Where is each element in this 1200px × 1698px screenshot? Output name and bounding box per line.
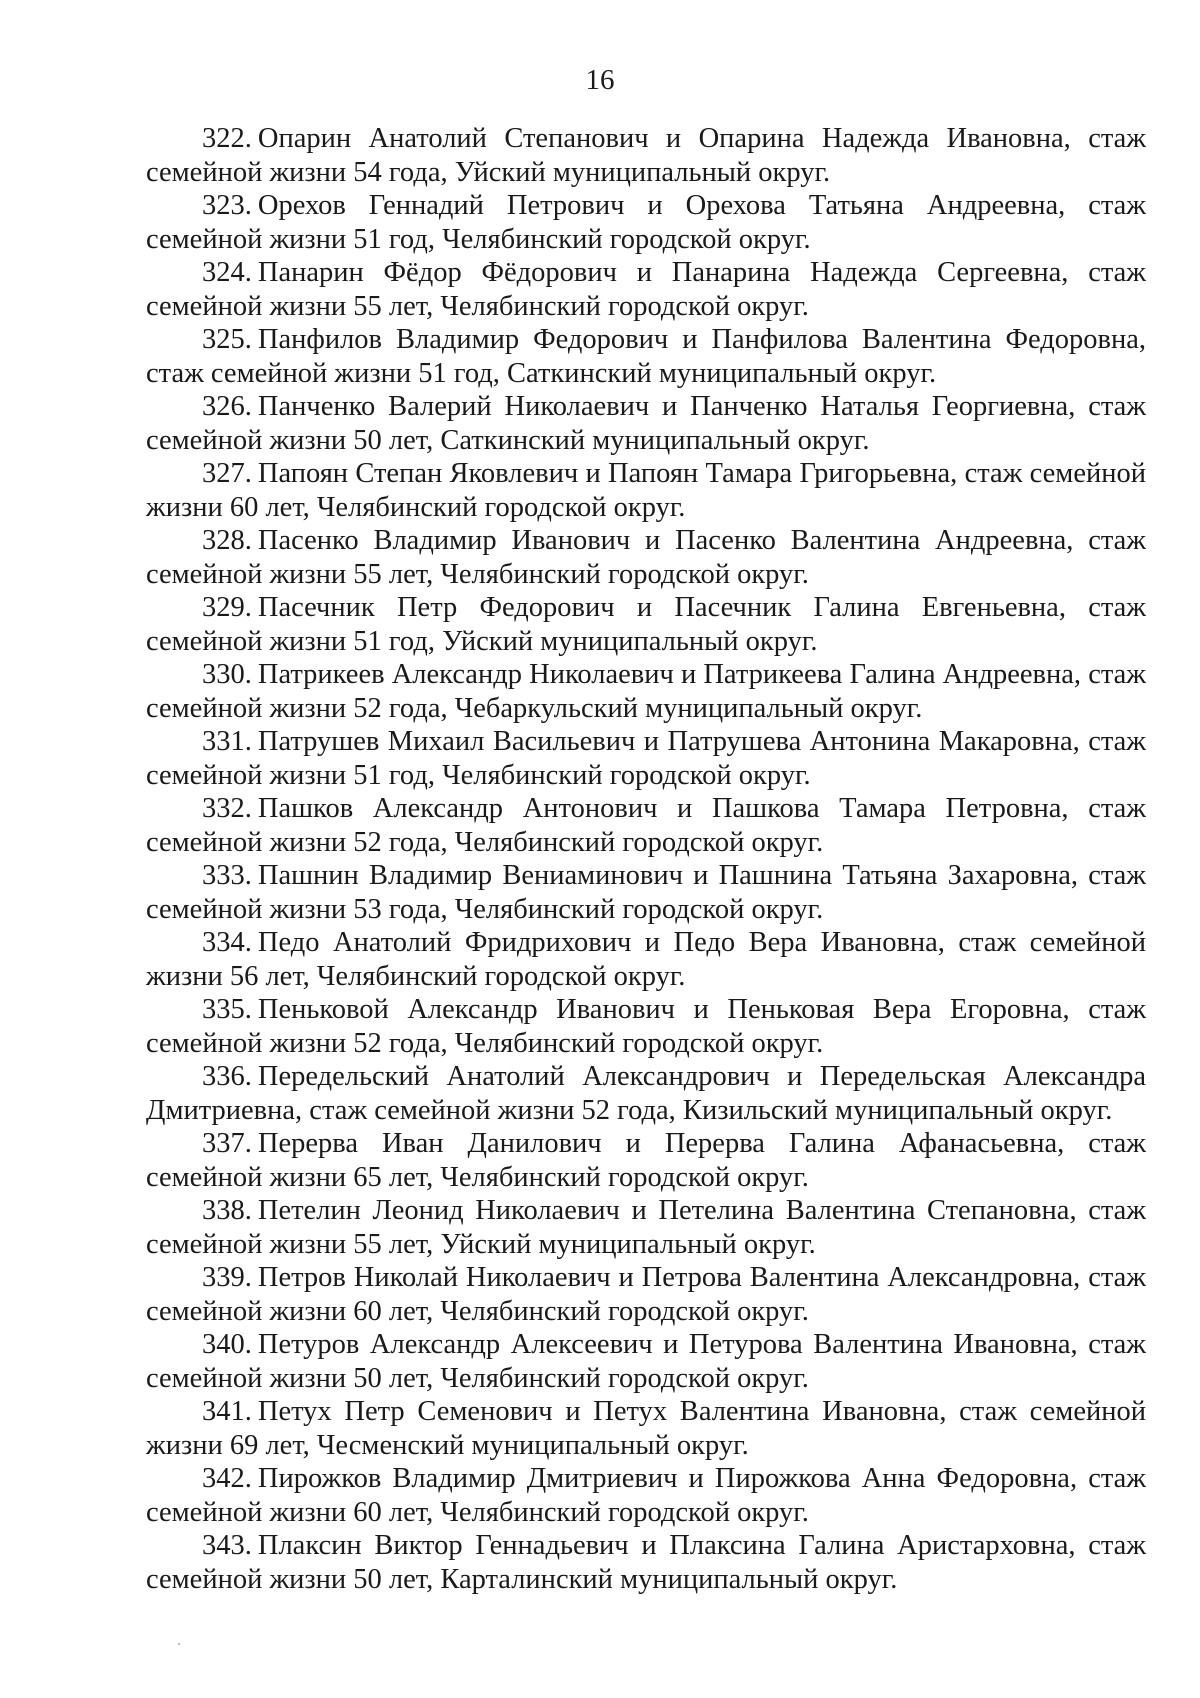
- list-item: [146, 390, 1146, 457]
- item-text: Папоян Степан Яковлевич и Папоян Тамара Григорьевна, стаж семейной жизни 60 лет, Челябинский городской округ.: [146, 458, 1146, 523]
- item-text: Пеньковой Александр Иванович и Пеньковая Вера Егоровна, стаж семейной жизни 52 года, Челябинский городской округ.: [146, 994, 1146, 1059]
- item-number: 329.: [202, 592, 252, 623]
- item-number: 327.: [202, 458, 252, 489]
- item-number: 328.: [202, 525, 252, 556]
- item-number: 332.: [202, 793, 252, 824]
- list-item: [146, 1060, 1146, 1127]
- list-item: [146, 323, 1146, 390]
- list-item: [146, 189, 1146, 256]
- item-number: 325.: [202, 324, 252, 355]
- item-text: Пашков Александр Антонович и Пашкова Тамара Петровна, стаж семейной жизни 52 года, Челябинский городской округ.: [146, 793, 1146, 858]
- item-text: Орехов Геннадий Петрович и Орехова Татьяна Андреевна, стаж семейной жизни 51 год, Челябинский городской округ.: [146, 190, 1146, 255]
- item-text: Патрушев Михаил Васильевич и Патрушева Антонина Макаровна, стаж семейной жизни 51 год, Челябинский городской округ.: [146, 726, 1146, 791]
- item-number: 330.: [202, 659, 252, 690]
- list-item: [146, 658, 1146, 725]
- item-text: Петуров Александр Алексеевич и Петурова Валентина Ивановна, стаж семейной жизни 50 лет, Челябинский городской округ.: [146, 1329, 1146, 1394]
- list-item: [146, 122, 1146, 189]
- list-item: [146, 1462, 1146, 1529]
- item-text: Опарин Анатолий Степанович и Опарина Надежда Ивановна, стаж семейной жизни 54 года, Уйский муниципальный округ.: [146, 123, 1146, 188]
- list-item: [146, 1127, 1146, 1194]
- list-item: [146, 792, 1146, 859]
- list-item: [146, 1395, 1146, 1462]
- list-item: [146, 725, 1146, 792]
- item-text: Панарин Фёдор Фёдорович и Панарина Надежда Сергеевна, стаж семейной жизни 55 лет, Челябинский городской округ.: [146, 257, 1146, 322]
- item-number: 331.: [202, 726, 252, 757]
- list-item: [146, 1261, 1146, 1328]
- item-text: Панченко Валерий Николаевич и Панченко Наталья Георгиевна, стаж семейной жизни 50 лет, Саткинский муниципальный округ.: [146, 391, 1146, 456]
- list-item: [146, 993, 1146, 1060]
- list-item: [146, 524, 1146, 591]
- item-number: 324.: [202, 257, 252, 288]
- item-number: 342.: [202, 1463, 252, 1494]
- item-number: 338.: [202, 1195, 252, 1226]
- list-item: [146, 457, 1146, 524]
- item-text: Пашнин Владимир Вениаминович и Пашнина Татьяна Захаровна, стаж семейной жизни 53 года, Челябинский городской округ.: [146, 860, 1146, 925]
- item-number: 322.: [202, 123, 252, 154]
- item-text: Петух Петр Семенович и Петух Валентина Ивановна, стаж семейной жизни 69 лет, Чесменский муниципальный округ.: [146, 1396, 1146, 1461]
- item-text: Панфилов Владимир Федорович и Панфилова Валентина Федоровна, стаж семейной жизни 51 год, Саткинский муниципальный округ.: [146, 324, 1146, 389]
- item-number: 341.: [202, 1396, 252, 1427]
- list-item: [146, 1328, 1146, 1395]
- item-text: Петелин Леонид Николаевич и Петелина Валентина Степановна, стаж семейной жизни 55 лет, Уйский муниципальный округ.: [146, 1195, 1146, 1260]
- scan-speck: [178, 1643, 180, 1645]
- item-number: 337.: [202, 1128, 252, 1159]
- item-text: Перерва Иван Данилович и Перерва Галина Афанасьевна, стаж семейной жизни 65 лет, Челябинский городской округ.: [146, 1128, 1146, 1193]
- item-text: Пасенко Владимир Иванович и Пасенко Валентина Андреевна, стаж семейной жизни 55 лет, Челябинский городской округ.: [146, 525, 1146, 590]
- list-item: [146, 591, 1146, 658]
- item-number: 343.: [202, 1530, 252, 1561]
- list-item: [146, 926, 1146, 993]
- item-number: 339.: [202, 1262, 252, 1293]
- item-text: Передельский Анатолий Александрович и Передельская Александра Дмитриевна, стаж семейной жизни 52 года, Кизильский муниципальный округ.: [146, 1061, 1146, 1126]
- item-number: 323.: [202, 190, 252, 221]
- item-text: Пирожков Владимир Дмитриевич и Пирожкова Анна Федоровна, стаж семейной жизни 60 лет, Челябинский городской округ.: [146, 1463, 1146, 1528]
- page-number: 16: [585, 64, 615, 96]
- item-text: Педо Анатолий Фридрихович и Педо Вера Ивановна, стаж семейной жизни 56 лет, Челябинский городской округ.: [146, 927, 1146, 992]
- list-item: [146, 1529, 1146, 1596]
- item-text: Петров Николай Николаевич и Петрова Валентина Александровна, стаж семейной жизни 60 лет, Челябинский городской округ.: [146, 1262, 1146, 1327]
- list-item: [146, 256, 1146, 323]
- item-number: 334.: [202, 927, 252, 958]
- item-number: 340.: [202, 1329, 252, 1360]
- item-number: 333.: [202, 860, 252, 891]
- item-text: Патрикеев Александр Николаевич и Патрикеева Галина Андреевна, стаж семейной жизни 52 года, Чебаркульский муниципальный округ.: [146, 659, 1146, 724]
- item-text: Пасечник Петр Федорович и Пасечник Галина Евгеньевна, стаж семейной жизни 51 год, Уйский муниципальный округ.: [146, 592, 1146, 657]
- entry-list: [146, 122, 1146, 1596]
- list-item: [146, 859, 1146, 926]
- list-item: [146, 1194, 1146, 1261]
- item-text: Плаксин Виктор Геннадьевич и Плаксина Галина Аристарховна, стаж семейной жизни 50 лет, Карталинский муниципальный округ.: [146, 1530, 1146, 1595]
- item-number: 336.: [202, 1061, 252, 1092]
- item-number: 335.: [202, 994, 252, 1025]
- item-number: 326.: [202, 391, 252, 422]
